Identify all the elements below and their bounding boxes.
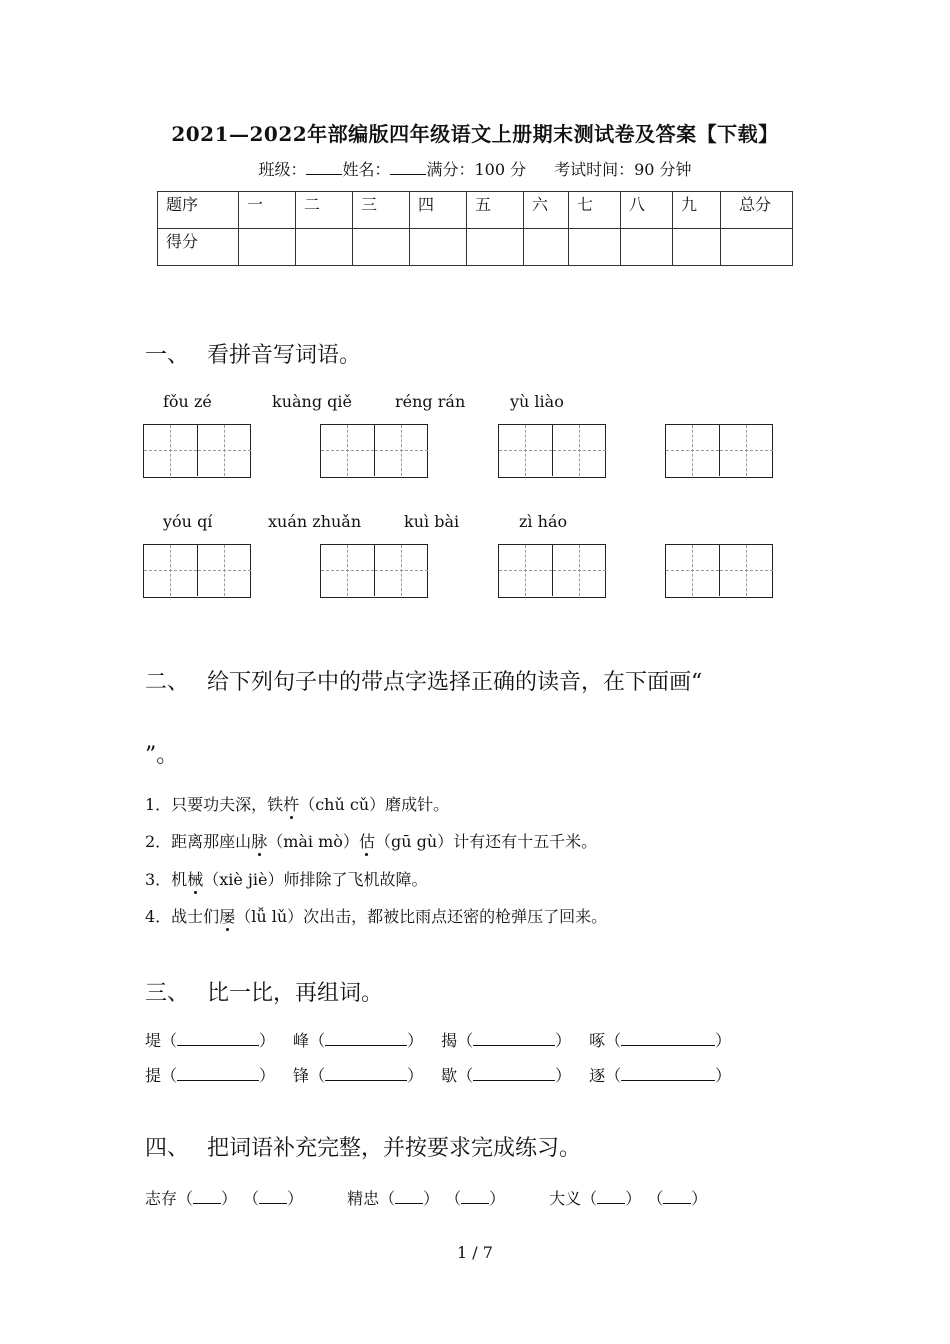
writing-grid[interactable] xyxy=(143,424,251,478)
word-item[interactable]: 揭（ ） xyxy=(441,1031,572,1050)
score-cell[interactable] xyxy=(569,229,621,266)
pinyin-label: kuàng qiě xyxy=(272,392,352,411)
section-title: 把词语补充完整，并按要求完成练习。 xyxy=(207,1136,582,1161)
score-cell[interactable] xyxy=(410,229,467,266)
writing-grid[interactable] xyxy=(143,544,251,598)
writing-grid[interactable] xyxy=(320,424,428,478)
section-title: 比一比，再组词。 xyxy=(207,981,384,1006)
header-cell: 总分 xyxy=(721,192,793,229)
score-cell[interactable] xyxy=(524,229,569,266)
header-cell: 七 xyxy=(569,192,621,229)
pinyin-label: réng rán xyxy=(395,392,466,411)
dotted-char: 脉 xyxy=(251,832,268,851)
question-item: 4．战士们屡（lǚ lǔ）次出击，都被比雨点还密的枪弹压了回来。 xyxy=(145,907,608,926)
score-cell[interactable] xyxy=(673,229,721,266)
header-cell: 一 xyxy=(239,192,296,229)
section-title: 看拼音写词语。 xyxy=(207,343,362,368)
exam-info xyxy=(0,157,950,180)
section-title: 给下列句子中的带点字选择正确的读音，在下面画“ xyxy=(207,670,703,695)
section-3-heading xyxy=(145,976,383,1007)
word-item[interactable]: 锋（ ） xyxy=(293,1066,424,1085)
idiom-item[interactable]: 志存（ ） （ ） xyxy=(145,1189,304,1208)
question-item: 3．机械（xiè jiè）师排除了飞机故障。 xyxy=(145,870,428,889)
word-compare-row xyxy=(145,1063,749,1086)
word-item[interactable]: 逐（ ） xyxy=(589,1066,732,1085)
section-number: 一、 xyxy=(145,343,190,368)
writing-grid[interactable] xyxy=(320,544,428,598)
name-blank xyxy=(390,160,426,175)
dotted-char: 杵 xyxy=(283,795,300,814)
question-item: 2．距离那座山脉（mài mò）估（gū gù）计有还有十五千米。 xyxy=(145,832,598,851)
pinyin-label: zì háo xyxy=(519,512,568,531)
name-label: 姓名： xyxy=(342,160,391,179)
dotted-char: 估 xyxy=(358,832,375,851)
score-cell[interactable] xyxy=(239,229,296,266)
writing-grid[interactable] xyxy=(665,424,773,478)
section-2-heading-cont: ”。 xyxy=(145,743,179,768)
document-title: 2021—2022年部编版四年级语文上册期末测试卷及答案【下载】 xyxy=(171,122,779,146)
header-cell: 四 xyxy=(410,192,467,229)
writing-grid[interactable] xyxy=(498,424,606,478)
dotted-char: 械 xyxy=(187,870,204,889)
header-cell: 八 xyxy=(621,192,673,229)
fill-in-row xyxy=(145,1186,707,1209)
score-cell[interactable] xyxy=(467,229,524,266)
section-number: 四、 xyxy=(145,1136,190,1161)
class-blank xyxy=(306,160,342,175)
section-2-heading xyxy=(145,665,702,696)
pinyin-label: yù liào xyxy=(510,392,564,411)
word-item[interactable]: 提（ ） xyxy=(145,1066,276,1085)
pinyin-label: fǒu zé xyxy=(163,392,212,411)
writing-grid[interactable] xyxy=(498,544,606,598)
word-compare-row xyxy=(145,1028,749,1051)
word-item[interactable]: 峰（ ） xyxy=(293,1031,424,1050)
score-table xyxy=(157,191,793,266)
header-cell: 九 xyxy=(673,192,721,229)
question-item: 1．只要功夫深，铁杵（chǔ cǔ）磨成针。 xyxy=(145,795,450,814)
header-cell: 题序 xyxy=(158,192,239,229)
header-cell: 六 xyxy=(524,192,569,229)
idiom-item[interactable]: 精忠（ ） （ ） xyxy=(347,1189,506,1208)
score-cell[interactable] xyxy=(721,229,793,266)
class-label: 班级： xyxy=(258,160,307,179)
score-cell[interactable] xyxy=(296,229,353,266)
word-item[interactable]: 歇（ ） xyxy=(441,1066,572,1085)
idiom-item[interactable]: 大义（ ） （ ） xyxy=(549,1189,708,1208)
word-item[interactable]: 堤（ ） xyxy=(145,1031,276,1050)
page-number: 1 / 7 xyxy=(457,1243,493,1262)
header-cell: 二 xyxy=(296,192,353,229)
word-item[interactable]: 啄（ ） xyxy=(589,1031,732,1050)
header-cell: 五 xyxy=(467,192,524,229)
pinyin-label: kuì bài xyxy=(404,512,460,531)
section-number: 二、 xyxy=(145,670,190,695)
pinyin-label: xuán zhuǎn xyxy=(268,512,362,531)
time-label: 考试时间：90 分钟 xyxy=(554,160,692,179)
score-table-header xyxy=(158,192,793,229)
dotted-char: 屡 xyxy=(219,907,236,926)
section-number: 三、 xyxy=(145,981,190,1006)
section-1-heading xyxy=(145,338,361,369)
score-cell[interactable] xyxy=(621,229,673,266)
pinyin-label: yóu qí xyxy=(163,512,213,531)
score-cell[interactable] xyxy=(353,229,410,266)
row-label: 得分 xyxy=(158,229,239,266)
score-label: 满分：100 分 xyxy=(426,160,527,179)
writing-grid[interactable] xyxy=(665,544,773,598)
section-4-heading xyxy=(145,1131,581,1162)
header-cell: 三 xyxy=(353,192,410,229)
score-table-row xyxy=(158,229,793,266)
